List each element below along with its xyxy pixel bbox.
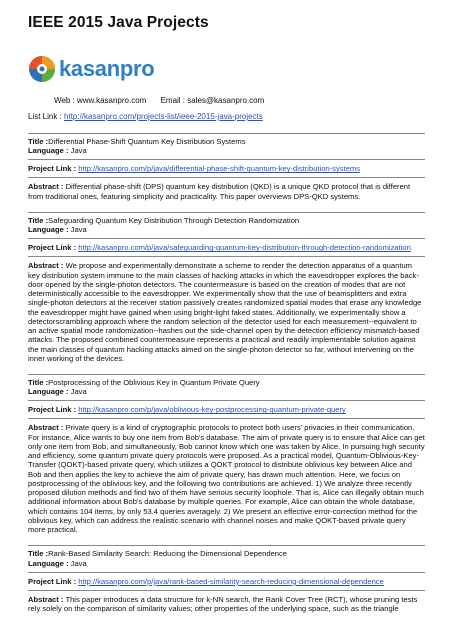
abstract-label: Abstract :: [28, 182, 64, 192]
project-link-label: Project Link :: [28, 243, 77, 253]
project-language: Java: [70, 146, 87, 156]
project-link-label: Project Link :: [28, 576, 77, 586]
project-title-block: [28, 213, 425, 238]
project-link[interactable]: http://kasanpro.com/p/java/oblivious-key-postprocessing-quantum-private-query: [78, 405, 346, 415]
title-label: Title :: [28, 378, 49, 388]
project-language: Java: [70, 558, 87, 568]
project-language: Java: [70, 387, 87, 397]
logo-text: kasanpro: [59, 56, 155, 81]
document-title: IEEE 2015 Java Projects: [28, 14, 209, 31]
abstract-text: We propose and experimentally demonstrate a scheme to render the detection apparatus of a quantum key distribution system immune to the main classes of hacking attacks in which the eavesdropper explores the back-door opened by the single-photon detectors. The countermeasure is based on the creation of modes that are not deterministically accessible to the eavesdropper. We experimentally show that the use of beamsplitters and extra single-photon detectors at the receiver station passively creates randomized spatial modes that erase any knowledge the eavesdropper might have gained when using bright-light faked states. Additionally, we experimentally show a detectorscrambling approach where the random selection of the detector used for each measurement--equivalent to an active spatial mode randomization--hashes out the side-channel open by the detection efficiency mismatch-based attacks. The proposed combined countermeasure represents a practical and readily implementable solution against the main classes of quantum hacking attacks aimed on the single-photon detector so far, without intervening on the inner working of the devices.: [28, 261, 422, 363]
project-abstract: [28, 178, 425, 205]
project-title: Safeguarding Quantum Key Distribution Through Detection Randomization: [48, 215, 300, 225]
website-text: Web : www.kasanpro.com: [54, 96, 147, 105]
abstract-text: Private query is a kind of cryptographic protocols to protect both users' privacies in their communication. For instance, Alice wants to buy one item from Bob's database. The aim of private query is to ensure that Alice can get only one item from Bob, and simultaneously, Bob cannot know which one was taken by Alice. In pursuing high security and efficiency, some quantum private query protocols were proposed. As a practical model, Quantum-Oblivious-Key-Transfer (QOKT)-based private query, which utilizes a QOKT protocol to distribute oblivious key between Alice and Bob and then applies the key to achieve the aim of private query, has drawn much attention. Here, we focus on postprocessing of the oblivious key, and the following two contributions are achieved. 1) We analyze three recently proposed dilution methods and find two of them have serious security loophole. That is, Alice can illegally obtain much additional information about Bob's database by multiple queries. For example, Alice can obtain the whole database, which contains 104 items, by only 53.4 queries averagely. 2) We present an effective error-correction method for the oblivious key, which can address the realistic scenario with channel noises and make QOKT-based private query more practical.: [28, 423, 425, 535]
kasanpro-logo: [28, 52, 425, 86]
list-link-line: [28, 112, 425, 122]
language-label: Language :: [28, 558, 69, 568]
email-text: Email : sales@kasanpro.com: [160, 96, 265, 105]
list-link[interactable]: http://kasanpro.com/projects-list/ieee-2015-java-projects: [64, 112, 263, 121]
project-link-row: [28, 239, 425, 256]
title-label: Title :: [28, 549, 49, 559]
list-link-label: List Link :: [28, 112, 65, 121]
abstract-label: Abstract :: [28, 261, 64, 271]
project-title-block: [28, 546, 425, 571]
project-abstract: [28, 419, 425, 538]
abstract-label: Abstract :: [28, 594, 64, 604]
abstract-label: Abstract :: [28, 423, 64, 433]
project-link[interactable]: http://kasanpro.com/p/java/rank-based-similarity-search-reducing-dimensional-dependence: [78, 576, 384, 586]
project-link[interactable]: http://kasanpro.com/p/java/safeguarding-quantum-key-distribution-through-detection-randomization: [78, 243, 411, 253]
project-title: Differential Phase-Shift Quantum Key Distribution Systems: [48, 137, 246, 146]
abstract-text: This paper introduces a data structure for k-NN search, the Rank Cover Tree (RCT), whose pruning tests rely solely on the comparison of similarity values; other properties of the underlying space, such as the triangle: [28, 594, 418, 614]
project-link-row: [28, 160, 425, 177]
language-label: Language :: [28, 387, 69, 397]
project-link-label: Project Link :: [28, 164, 77, 174]
project-title: Postprocessing of the Oblivious Key in Quantum Private Query: [48, 378, 260, 388]
project-link-label: Project Link :: [28, 405, 77, 415]
title-label: Title :: [28, 215, 49, 225]
project-abstract: [28, 257, 425, 367]
language-label: Language :: [28, 225, 69, 235]
project-title-block: [28, 375, 425, 400]
project-language: Java: [70, 225, 87, 235]
globe-logo-icon: [28, 55, 56, 83]
project-link-row: [28, 401, 425, 418]
project-link[interactable]: http://kasanpro.com/p/java/differential-phase-shift-quantum-key-distribution-systems: [78, 164, 361, 174]
project-abstract: [28, 591, 425, 618]
abstract-text: Differential phase-shift (DPS) quantum key distribution (QKD) is a unique QKD protocol that is different from traditional ones, featuring simplicity and practicality. This paper overviews DPS-QKD systems.: [28, 182, 411, 201]
title-label: Title :: [28, 137, 49, 146]
language-label: Language :: [28, 146, 69, 156]
contact-line: [28, 96, 425, 106]
project-title-block: [28, 134, 425, 159]
project-title: Rank-Based Similarity Search: Reducing the Dimensional Dependence: [48, 549, 288, 559]
project-link-row: [28, 573, 425, 590]
